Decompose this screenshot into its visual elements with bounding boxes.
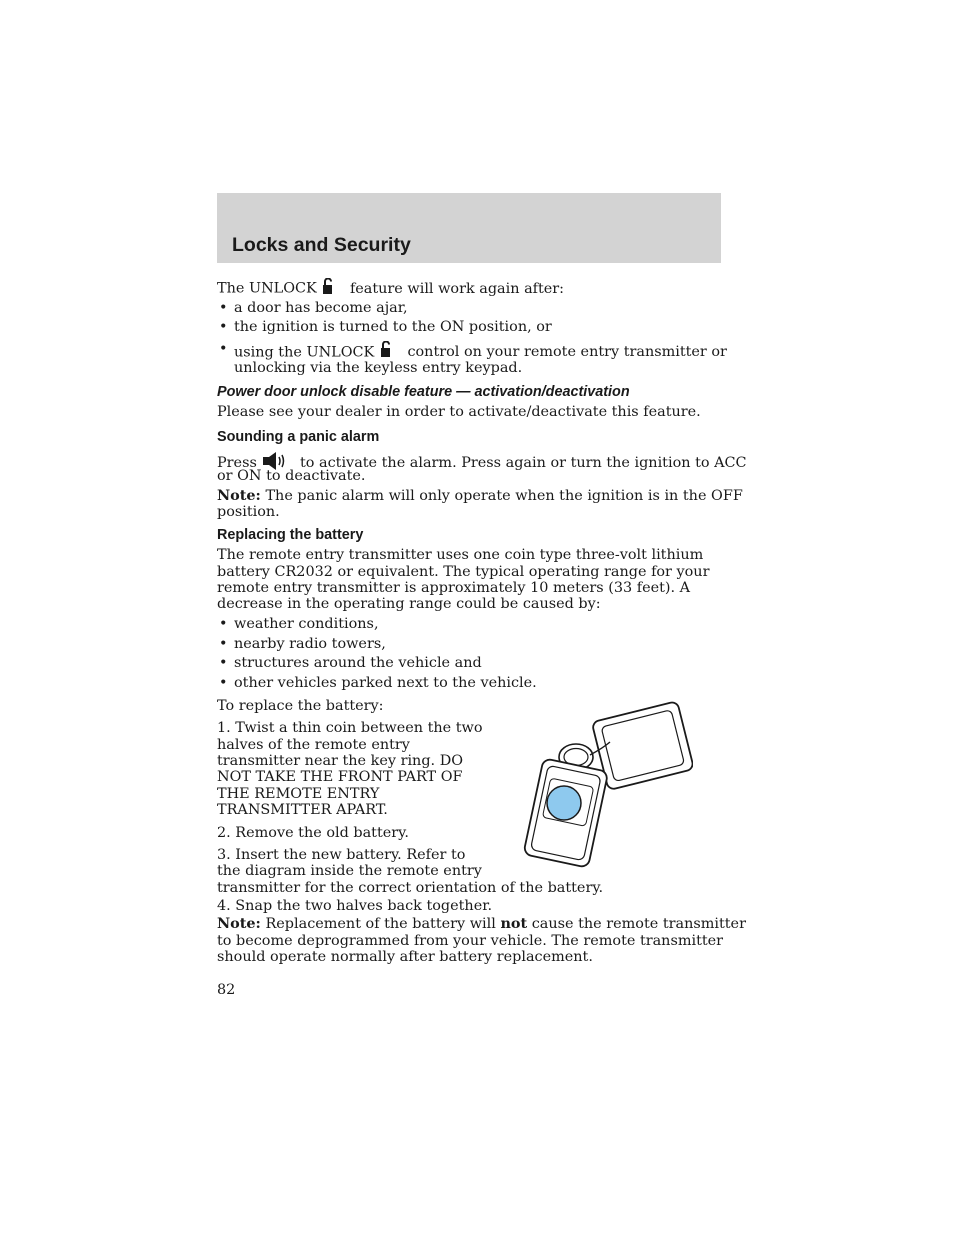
panic-line2: or ON to deactivate. <box>217 468 366 484</box>
unlock-item-before: using the UNLOCK <box>234 344 375 361</box>
panic-note-line2: position. <box>217 504 280 520</box>
panic-note <box>217 487 743 504</box>
list-item-text: other vehicles parked next to the vehicle. <box>234 675 537 691</box>
list-item-continuation: unlocking via the keyless entry keypad. <box>234 360 523 376</box>
note-text: cause the remote transmitter <box>531 916 746 932</box>
unlock-intro-before: The UNLOCK <box>217 280 317 297</box>
power-unlock-body: Please see your dealer in order to activate/deactivate this feature. <box>217 404 701 420</box>
list-item-text: a door has become ajar, <box>234 300 408 316</box>
section-header-band <box>217 193 721 263</box>
battery-body-line: remote entry transmitter is approximately 10 meters (33 feet). A <box>217 580 691 596</box>
section-title: Locks and Security <box>232 234 411 256</box>
remote-transmitter-illustration <box>518 700 693 868</box>
battery-heading: Replacing the battery <box>217 527 364 543</box>
note-text: The panic alarm will only operate when the ignition is in the OFF <box>265 488 743 504</box>
list-item-text: nearby radio towers, <box>234 636 386 652</box>
unlock-intro <box>217 278 721 299</box>
step3-line: 3. Insert the new battery. Refer to <box>217 847 466 863</box>
step1-line: NOT TAKE THE FRONT PART OF <box>217 769 463 785</box>
step1-line: TRANSMITTER APART. <box>217 802 388 818</box>
to-replace-text: To replace the battery: <box>217 698 384 714</box>
unlock-intro-after: feature will work again after: <box>349 280 564 297</box>
panic-heading: Sounding a panic alarm <box>217 429 380 445</box>
step2: 2. Remove the old battery. <box>217 825 409 841</box>
note-text: Replacement of the battery will <box>265 916 496 932</box>
battery-note-line2: to become deprogrammed from your vehicle. The remote transmitter <box>217 933 724 949</box>
unlock-icon <box>321 278 337 299</box>
battery-body-line: The remote entry transmitter uses one coin type three-volt lithium <box>217 547 704 563</box>
panic-press: Press <box>217 455 257 472</box>
battery-body-line: decrease in the operating range could be caused by: <box>217 596 601 612</box>
list-item-text: structures around the vehicle and <box>234 655 482 671</box>
step1-line: THE REMOTE ENTRY <box>217 786 380 802</box>
step3-line: the diagram inside the remote entry <box>217 863 482 879</box>
step4: 4. Snap the two halves back together. <box>217 898 493 914</box>
note-label: Note: <box>217 487 261 504</box>
list-item-text: the ignition is turned to the ON position, or <box>234 319 552 335</box>
note-emphasis: not <box>500 915 528 932</box>
battery-note-line3: should operate normally after battery replacement. <box>217 949 593 965</box>
list-item-text: weather conditions, <box>234 616 379 632</box>
step3-line: transmitter for the correct orientation of the battery. <box>217 880 604 896</box>
step1-line: transmitter near the key ring. DO <box>217 753 464 769</box>
step1-line: 1. Twist a thin coin between the two <box>217 720 483 736</box>
battery-note <box>217 915 746 932</box>
power-unlock-heading: Power door unlock disable feature — activation/deactivation <box>217 384 630 400</box>
panic-line1-after: to activate the alarm. Press again or turn the ignition to ACC <box>300 455 747 472</box>
battery-body-line: battery CR2032 or equivalent. The typical operating range for your <box>217 564 710 580</box>
note-label: Note: <box>217 915 261 932</box>
page-number: 82 <box>217 982 236 998</box>
unlock-item-after: control on your remote entry transmitter or <box>407 344 727 361</box>
step1-line: halves of the remote entry <box>217 737 410 753</box>
